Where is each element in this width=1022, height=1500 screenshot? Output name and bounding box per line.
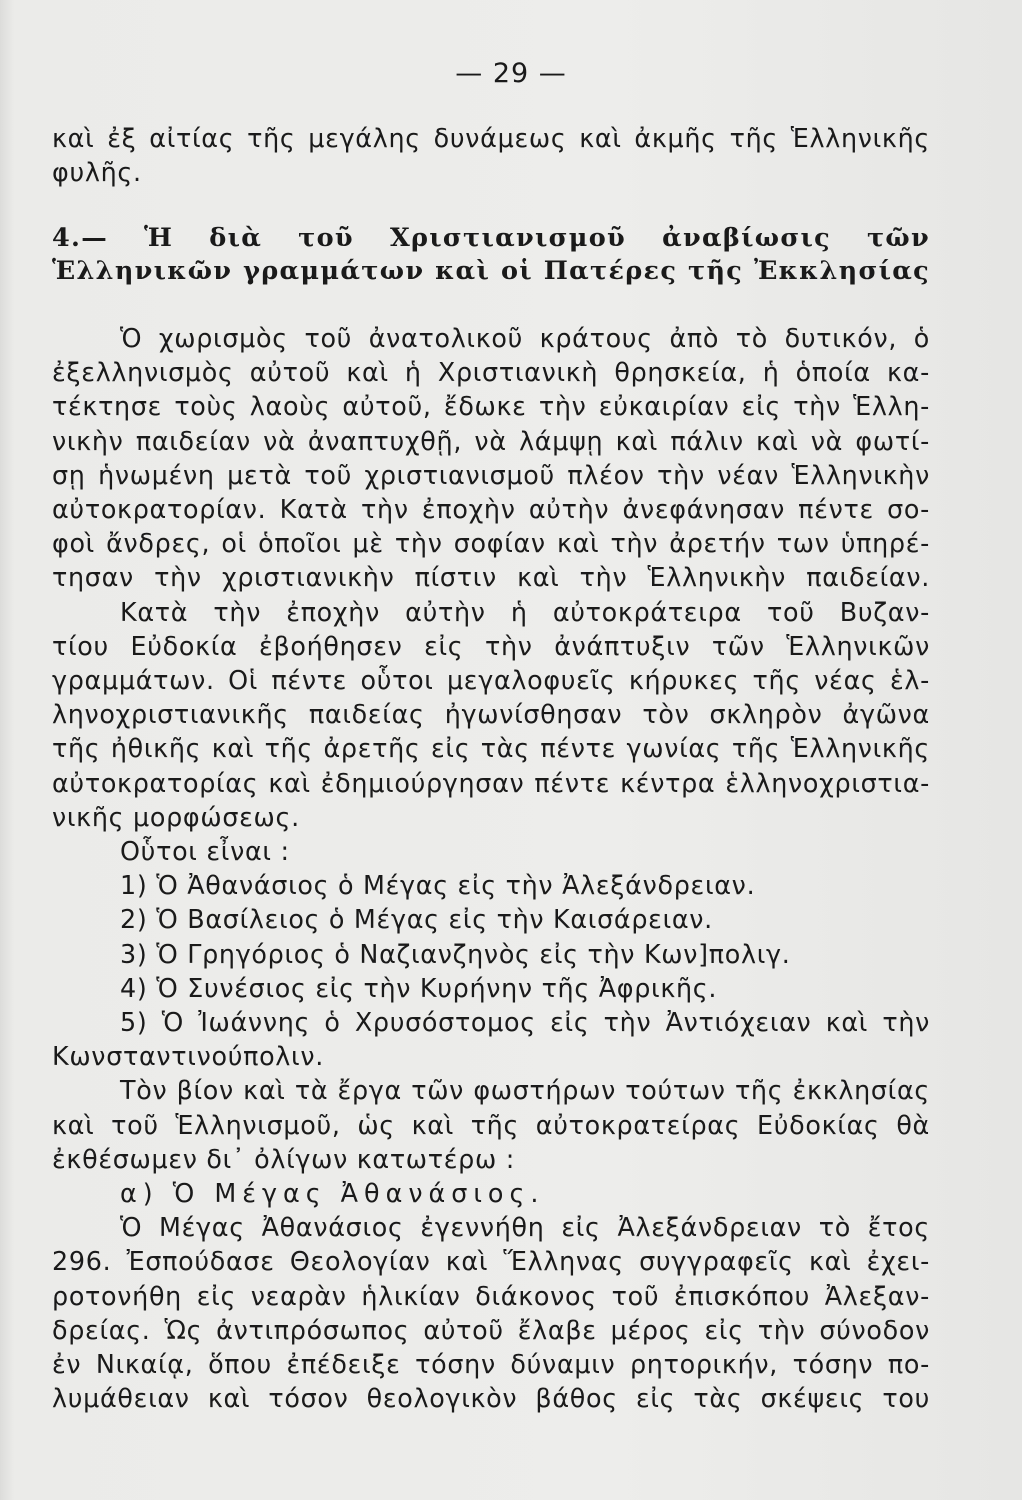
text-line: δρείας. Ὡς ἀντιπρόσωπος αὐτοῦ ἔλαβε μέρος εἰς τὴν σύνοδον <box>52 1314 930 1345</box>
text-line: Ὁ χωρισμὸς τοῦ ἀνατολικοῦ κράτους ἀπὸ τὸ δυτικόν, ὁ <box>120 323 930 353</box>
list-item: 4) Ὁ Συνέσιος εἰς τὴν Κυρήνην τῆς Ἀφρικῆς. <box>120 972 718 1003</box>
heading-line: 4.— Ἡ διὰ τοῦ Χριστιανισμοῦ ἀναβίωσις τῶν <box>52 223 930 253</box>
body-text <box>52 321 930 1416</box>
text-line: Κατὰ τὴν ἐποχὴν αὐτὴν ἡ αὐτοκράτειρα τοῦ Βυζαν- <box>120 596 930 627</box>
text-line: Τὸν βίον καὶ τὰ ἔργα τῶν φωστήρων τούτων τῆς ἐκκλησίας <box>120 1075 930 1106</box>
text-line: ἐξελληνισμὸς αὐτοῦ καὶ ἡ Χριστιανικὴ θρησκεία, ἡ ὁποία κα- <box>52 357 930 388</box>
intro-paragraph <box>52 121 930 189</box>
text-line: Οὗτοι εἶναι : <box>120 836 290 867</box>
heading-line: Ἑλληνικῶν γραμμάτων καὶ οἱ Πατέρες τῆς Ἐκκλησίας <box>52 256 930 286</box>
text-line: τέκτησε τοὺς λαοὺς αὐτοῦ, ἔδωκε τὴν εὐκαιρίαν εἰς τὴν Ἑλλη- <box>52 391 930 422</box>
page-number: — 29 — <box>455 58 567 89</box>
text-line: καὶ ἐξ αἰτίας τῆς μεγάλης δυνάμεως καὶ ἀκμῆς τῆς Ἑλληνικῆς <box>52 123 930 153</box>
list-item: 1) Ὁ Ἀθανάσιος ὁ Μέγας εἰς τὴν Ἀλεξάνδρειαν. <box>120 870 756 901</box>
text-line: σῃ ἡνωμένη μετὰ τοῦ χριστιανισμοῦ πλέον τὴν νέαν Ἑλληνικὴν <box>52 459 930 490</box>
text-line: τίου Εὐδοκία ἐβοήθησεν εἰς τὴν ἀνάπτυξιν τῶν Ἑλληνικῶν <box>52 630 930 661</box>
text-line: λυμάθειαν καὶ τόσον θεολογικὸν βάθος εἰς τὰς σκέψεις του <box>52 1383 930 1414</box>
section-heading <box>52 222 930 288</box>
list-item: 3) Ὁ Γρηγόριος ὁ Ναζιανζηνὸς εἰς τὴν Κων]πολιγ. <box>120 938 791 969</box>
subsection-title: α) Ὁ Μέγας Ἀθανάσιος. <box>120 1178 545 1209</box>
text-line: τησαν τὴν χριστιανικὴν πίστιν καὶ τὴν Ἑλληνικὴν παιδείαν. <box>52 562 930 593</box>
text-line: καὶ τοῦ Ἑλληνισμοῦ, ὡς καὶ τῆς αὐτοκρατείρας Εὐδοκίας θὰ <box>52 1109 930 1140</box>
text-line: Ὁ Μέγας Ἀθανάσιος ἐγεννήθη εἰς Ἀλεξάνδρειαν τὸ ἔτος <box>120 1212 930 1243</box>
text-line: ροτονήθη εἰς νεαρὰν ἡλικίαν διάκονος τοῦ ἐπισκόπου Ἀλεξαν- <box>52 1280 930 1311</box>
text-line: ἐν Νικαίᾳ, ὅπου ἐπέδειξε τόσην δύναμιν ρητορικήν, τόσην πο- <box>52 1349 930 1380</box>
text-line: τῆς ἠθικῆς καὶ τῆς ἀρετῆς εἰς τὰς πέντε γωνίας τῆς Ἑλληνικῆς <box>52 733 930 764</box>
text-line: γραμμάτων. Οἱ πέντε οὗτοι μεγαλοφυεῖς κήρυκες τῆς νέας ἑλ- <box>52 665 930 696</box>
list-item: 5) Ὁ Ἰωάννης ὁ Χρυσόστομος εἰς τὴν Ἀντιόχειαν καὶ τὴν <box>120 1007 930 1038</box>
text-line: νικὴν παιδείαν νὰ ἀναπτυχθῇ, νὰ λάμψῃ καὶ πάλιν καὶ νὰ φωτί- <box>52 425 930 456</box>
text-line: αὐτοκρατορίας καὶ ἐδημιούργησαν πέντε κέντρα ἑλληνοχριστια- <box>52 767 930 798</box>
text-line: νικῆς μορφώσεως. <box>52 801 300 832</box>
list-item: 2) Ὁ Βασίλειος ὁ Μέγας εἰς τὴν Καισάρειαν. <box>120 904 713 935</box>
text-line: φοὶ ἄνδρες, οἱ ὁποῖοι μὲ τὴν σοφίαν καὶ τὴν ἀρετήν των ὑπηρέ- <box>52 528 930 559</box>
text-line: ἐκθέσωμεν δι᾽ ὀλίγων κατωτέρω : <box>52 1143 515 1174</box>
text-line: φυλῆς. <box>52 157 142 188</box>
text-line: Κωνσταντινούπολιν. <box>52 1041 324 1072</box>
text-line: αὐτοκρατορίαν. Κατὰ τὴν ἐποχὴν αὐτὴν ἀνεφάνησαν πέντε σο- <box>52 494 930 525</box>
text-line: ληνοχριστιανικῆς παιδείας ἠγωνίσθησαν τὸν σκληρὸν ἀγῶνα <box>52 699 930 730</box>
text-line: 296. Ἐσπούδασε Θεολογίαν καὶ Ἕλληνας συγγραφεῖς καὶ ἐχει- <box>52 1246 930 1277</box>
